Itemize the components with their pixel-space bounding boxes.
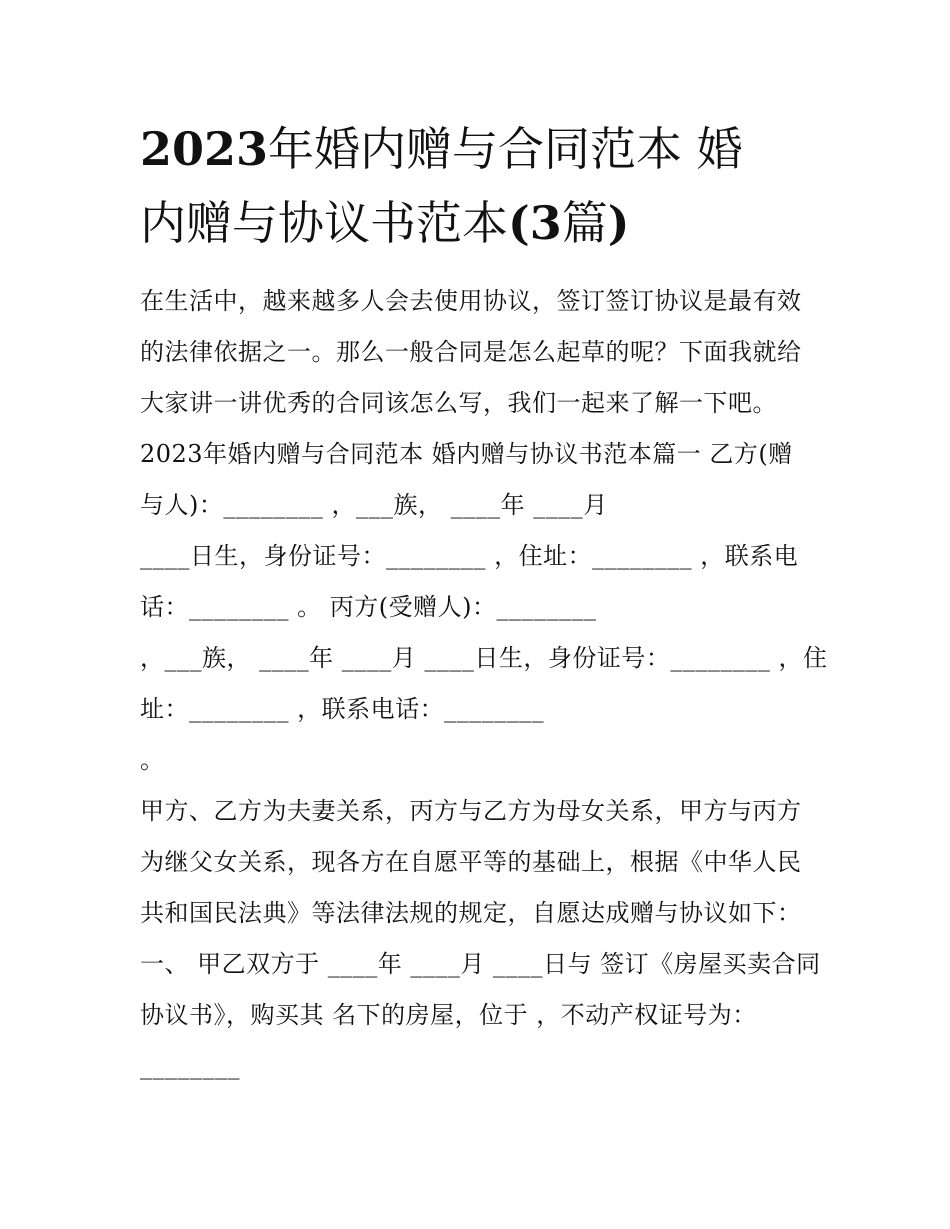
body-line: 共和国民法典》等法律法规的规定，自愿达成赠与协议如下： [140, 899, 802, 927]
title-close: ) [607, 196, 630, 250]
body-line: 协议书》，购买其 名下的房屋，位于 ，不动产权证号为： [140, 1001, 757, 1029]
body-line: 的法律依据之一。那么一般合同是怎么起草的呢？下面我就给 [140, 338, 802, 366]
body-line: 大家讲一讲优秀的合同该怎么写，我们一起来了解一下吧。 [140, 389, 777, 417]
body-line: 话：________ 。 丙方(受赠人)：________ [140, 593, 597, 621]
body-line: 与人)：________ ，___族， ____年 ____月 [140, 491, 608, 519]
body-line: 甲方、乙方为夫妻关系，丙方与乙方为母女关系，甲方与丙方 [140, 797, 802, 825]
body-line: 2023年婚内赠与合同范本 婚内赠与协议书范本篇一 乙方(赠 [140, 440, 793, 468]
title-count: (3 [508, 196, 562, 250]
body-line: 。 [140, 746, 165, 774]
title-text-1: 年婚内赠与合同范本 婚 [268, 122, 743, 176]
body-line: 在生活中，越来越多人会去使用协议，签订签订协议是最有效 [140, 287, 802, 315]
document-title-line-1 [140, 112, 820, 186]
body-line: 一、 甲乙双方于 ____年 ____月 ____日与 签订《房屋买卖合同 [140, 950, 821, 978]
document-title-line-2 [140, 186, 820, 260]
body-line: ，___族， ____年 ____月 ____日生，身份证号：________ ，住 [140, 644, 828, 672]
title-year: 2023 [140, 122, 269, 176]
body-line: 址：________ ，联系电话：________ [140, 695, 545, 723]
body-line: ________ [140, 1052, 240, 1080]
body-line: ____日生，身份证号：________ ，住址：________ ，联系电 [140, 542, 799, 570]
body-line: 为继父女关系，现各方在自愿平等的基础上，根据《中华人民 [140, 848, 802, 876]
title-text-2: 内赠与协议书范本 [140, 196, 508, 250]
title-text-3: 篇 [561, 196, 608, 250]
